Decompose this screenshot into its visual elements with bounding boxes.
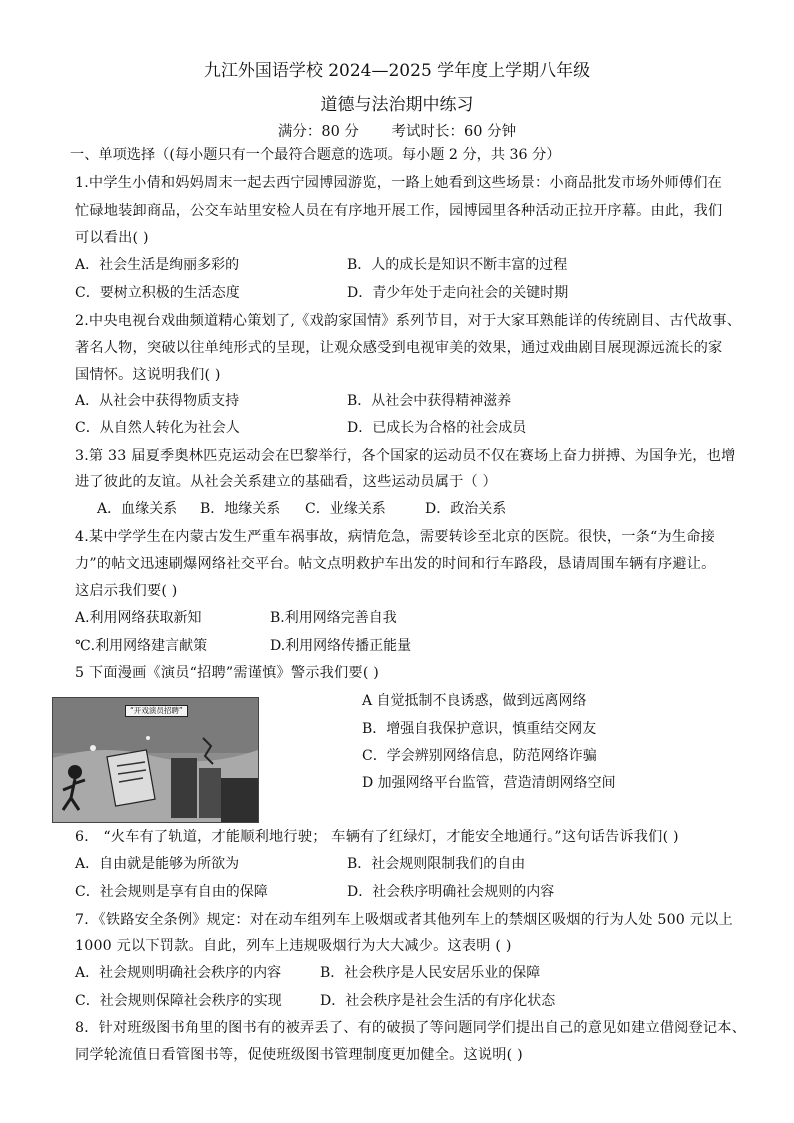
question-6-option-c: C．社会规则是享有自由的保障 xyxy=(75,884,268,900)
full-score: 满分：80 分 xyxy=(277,124,359,140)
question-3-option-c: C．业缘关系 xyxy=(305,501,386,517)
question-4-option-a: A.利用网络获取新知 xyxy=(75,610,202,626)
question-6-line-1: 6． “火车有了轨道，才能顺利地行驶； 车辆有了红绿灯，才能安全地通行。”这句话告诉我们( ) xyxy=(75,829,679,845)
question-2-line-3: 国情怀。这说明我们( ) xyxy=(75,367,221,383)
question-3-line-1: 3.第 33 届夏季奥林匹克运动会在巴黎举行，各个国家的运动员不仅在赛场上奋力拼搏、为国争光，也增 xyxy=(75,448,736,464)
question-1-option-b: B．人的成长是知识不断丰富的过程 xyxy=(347,257,568,273)
question-1-line-3: 可以看出( ) xyxy=(75,230,149,246)
question-6-option-b: B．社会规则限制我们的自由 xyxy=(347,856,526,872)
question-3-line-2: 进了彼此的友谊。从社会关系建立的基础看，这些运动员属于（ ） xyxy=(75,474,497,490)
question-7-option-c: C．社会规则保障社会秩序的实现 xyxy=(75,993,282,1009)
question-4-option-d: D.利用网络传播正能量 xyxy=(270,638,412,654)
question-4-line-1: 4.某中学学生在内蒙古发生严重车祸事故，病情危急，需要转诊至北京的医院。很快，一条“为生命接 xyxy=(75,529,716,545)
question-1-line-2: 忙碌地装卸商品，公交车站里安检人员在有序地开展工作，园博园里各种活动正拉开序幕。由此，我们 xyxy=(75,203,723,219)
question-7-line-1: 7．《铁路安全条例》规定：对在动车组列车上吸烟或者其他列车上的禁烟区吸烟的行为人处 500 元以上 xyxy=(75,912,733,928)
question-4-option-b: B.利用网络完善自我 xyxy=(270,610,397,626)
comic-illustration xyxy=(52,697,259,823)
question-2-option-a: A．从社会中获得物质支持 xyxy=(75,393,240,409)
question-4-option-c: ℃.利用网络建言献策 xyxy=(75,638,208,654)
question-3-option-b: B．地缘关系 xyxy=(200,501,281,517)
question-3-option-d: D．政治关系 xyxy=(425,501,507,517)
question-2-option-c: C．从自然人转化为社会人 xyxy=(75,420,240,436)
question-4-line-2: 力”的帖文迅速刷爆网络社交平台。帖文点明救护车出发的时间和行车路段，恳请周围车辆有序避让。 xyxy=(75,556,716,572)
question-2-option-b: B．从社会中获得精神滋养 xyxy=(347,393,512,409)
comic-caption: “开戏演员招聘” xyxy=(125,705,188,717)
exam-duration: 考试时长：60 分钟 xyxy=(391,124,517,140)
question-2-option-d: D．已成长为合格的社会成员 xyxy=(347,420,527,436)
question-7-line-2: 1000 元以下罚款。自此，列车上违规吸烟行为大大减少。这表明 ( ) xyxy=(75,938,512,954)
question-7-option-d: D．社会秩序是社会生活的有序化状态 xyxy=(320,993,556,1009)
question-8-line-2: 同学轮流值日看管图书等，促使班级图书管理制度更加健全。这说明( ) xyxy=(75,1047,523,1063)
question-7-option-b: B．社会秩序是人民安居乐业的保障 xyxy=(320,965,541,981)
question-5-option-c: C．学会辨别网络信息，防范网络诈骗 xyxy=(362,748,597,764)
question-2-line-2: 著名人物，突破以往单纯形式的呈现，让观众感受到电视审美的效果，通过戏曲剧目展现源远流长的家 xyxy=(75,340,723,356)
question-5-option-a: A 自觉抵制不良诱惑，做到远离网络 xyxy=(362,693,587,709)
question-1-option-c: C．要树立积极的生活态度 xyxy=(75,285,240,301)
question-1-option-a: A．社会生活是绚丽多彩的 xyxy=(75,257,240,273)
exam-subtitle: 道德与法治期中练习 xyxy=(320,95,474,115)
question-6-option-d: D．社会秩序明确社会规则的内容 xyxy=(347,884,555,900)
exam-title: 九江外国语学校 2024—2025 学年度上学期八年级 xyxy=(203,61,591,81)
question-1-option-d: D．青少年处于走向社会的关键时期 xyxy=(347,285,569,301)
question-1-line-1: 1.中学生小倩和妈妈周末一起去西宁园博园游览，一路上她看到这些场景：小商品批发市场外师傅们在 xyxy=(75,175,722,191)
question-2-line-1: 2.中央电视台戏曲频道精心策划了,《戏韵家国情》系列节目，对于大家耳熟能详的传统剧目、古代故事、 xyxy=(75,313,742,329)
question-5-line-1: 5 下面漫画《演员“招聘”需谨慎》警示我们要( ) xyxy=(75,665,379,681)
section-heading: 一、单项选择（(每小题只有一个最符合题意的选项。每小题 2 分，共 36 分） xyxy=(70,147,561,163)
exam-info xyxy=(0,120,794,141)
question-5-option-b: B．增强自我保护意识，慎重结交网友 xyxy=(362,721,597,737)
question-6-option-a: A．自由就是能够为所欲为 xyxy=(75,856,240,872)
question-3-option-a: A．血缘关系 xyxy=(97,501,178,517)
question-7-option-a: A．社会规则明确社会秩序的内容 xyxy=(75,965,282,981)
question-4-line-3: 这启示我们要( ) xyxy=(75,583,178,599)
question-8-line-1: 8．针对班级图书角里的图书有的被弄丢了、有的破损了等问题同学们提出自己的意见如建立借阅登记本、 xyxy=(75,1020,747,1036)
question-5-option-d: D 加强网络平台监管，营造清朗网络空间 xyxy=(362,775,616,791)
